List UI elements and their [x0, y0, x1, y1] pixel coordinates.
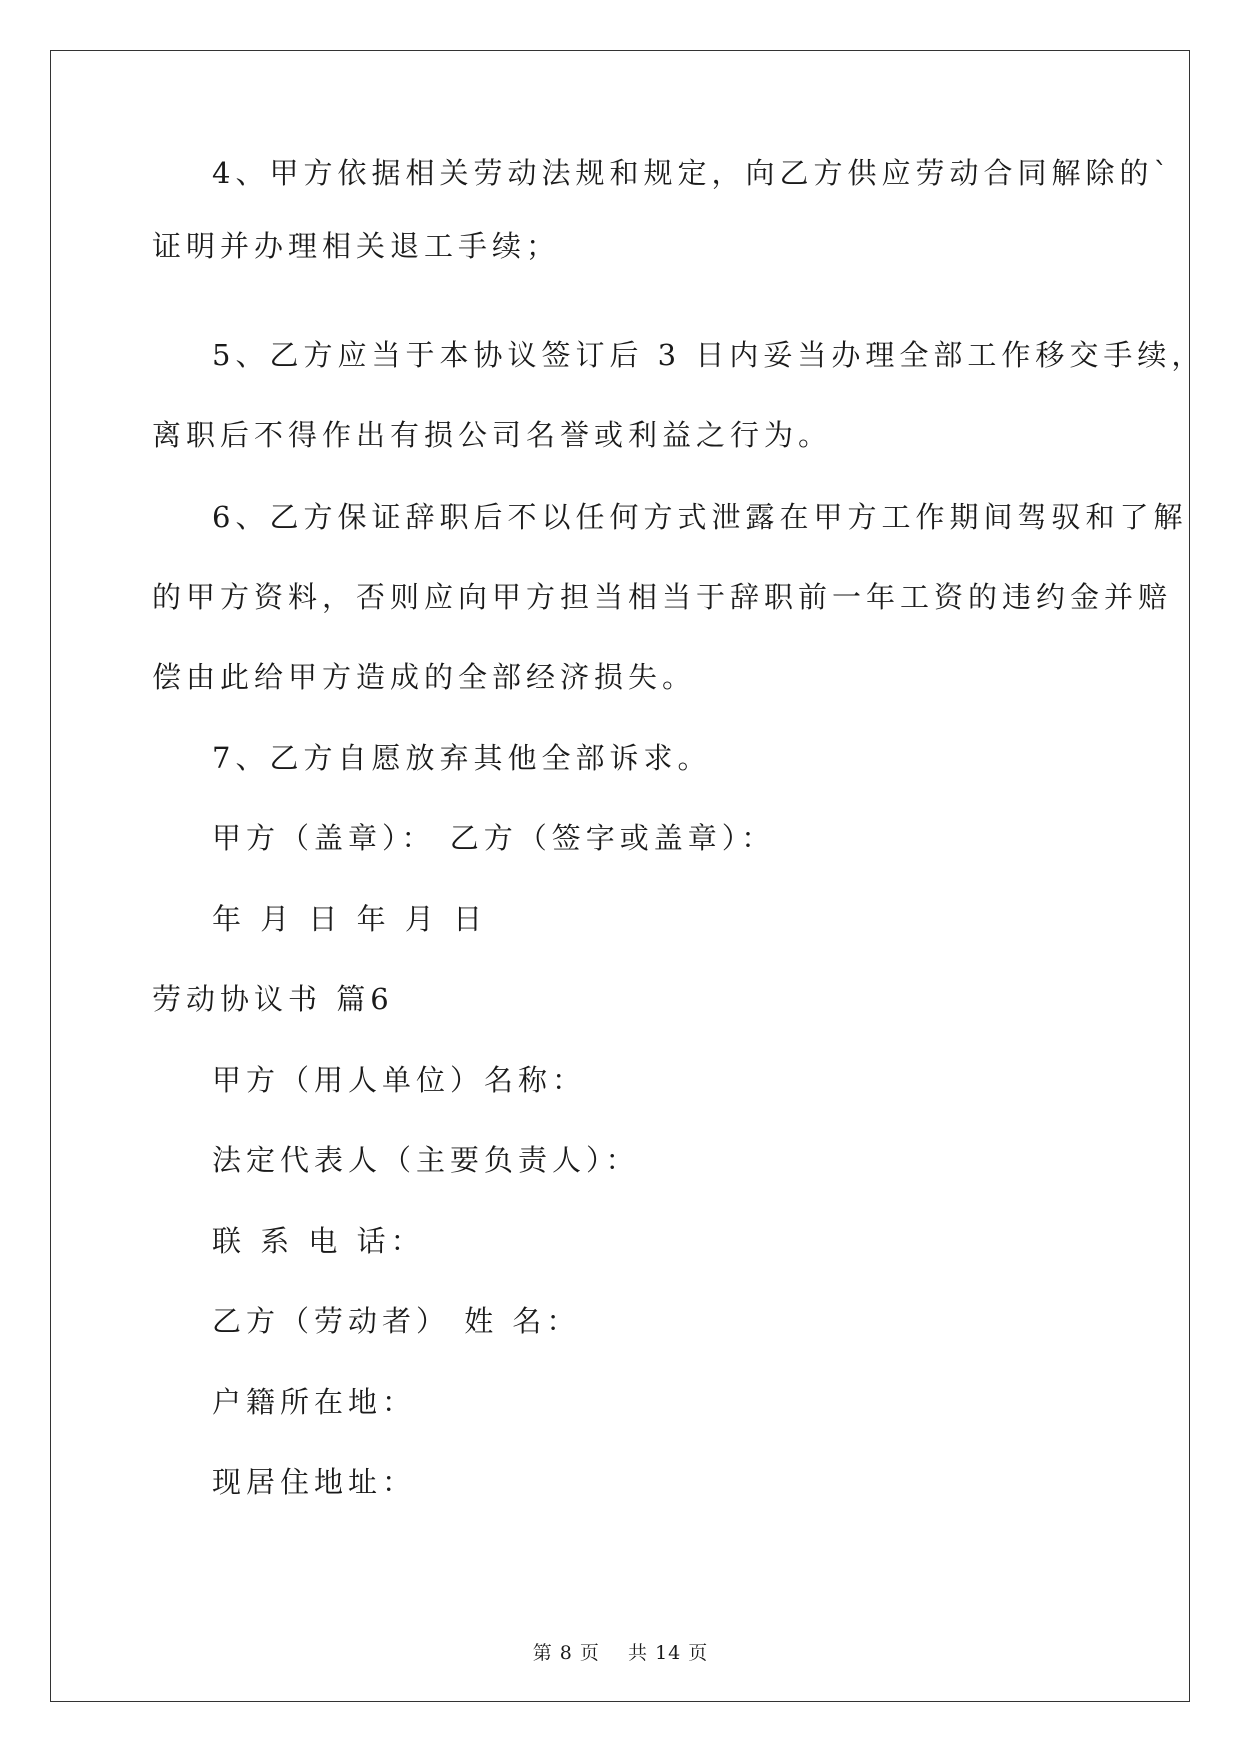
date-line: 年 月 日 年 月 日	[212, 902, 488, 936]
paragraph-6-line-1: 6、乙方保证辞职后不以任何方式泄露在甲方工作期间驾驭和了解	[212, 500, 1188, 534]
paragraph-5-line-1: 5、乙方应当于本协议签订后 3 日内妥当办理全部工作移交手续，	[212, 338, 1206, 372]
employer-name-field: 甲方（用人单位）名称：	[212, 1063, 587, 1097]
paragraph-4-line-1: 4、甲方依据相关劳动法规和规定，向乙方供应劳动合同解除的`	[212, 156, 1173, 190]
household-registration-field: 户籍所在地：	[212, 1385, 417, 1419]
employee-name-field: 乙方（劳动者） 姓 名：	[212, 1304, 581, 1338]
section-heading: 劳动协议书 篇6	[152, 982, 394, 1016]
page-number-footer: 第 8 页 共 14 页	[532, 1642, 709, 1664]
current-address-field: 现居住地址：	[212, 1465, 417, 1499]
paragraph-6-line-3: 偿由此给甲方造成的全部经济损失。	[152, 660, 697, 694]
paragraph-7: 7、乙方自愿放弃其他全部诉求。	[212, 741, 712, 775]
contact-phone-field: 联 系 电 话：	[212, 1224, 425, 1258]
paragraph-5-line-2: 离职后不得作出有损公司名誉或利益之行为。	[152, 418, 833, 452]
legal-representative-field: 法定代表人（主要负责人）：	[212, 1143, 640, 1177]
paragraph-6-line-2: 的甲方资料，否则应向甲方担当相当于辞职前一年工资的违约金并赔	[152, 580, 1173, 614]
paragraph-4-line-2: 证明并办理相关退工手续；	[152, 229, 561, 263]
signature-line: 甲方（盖章）： 乙方（签字或盖章）：	[212, 821, 776, 855]
page-border	[50, 50, 1190, 1702]
